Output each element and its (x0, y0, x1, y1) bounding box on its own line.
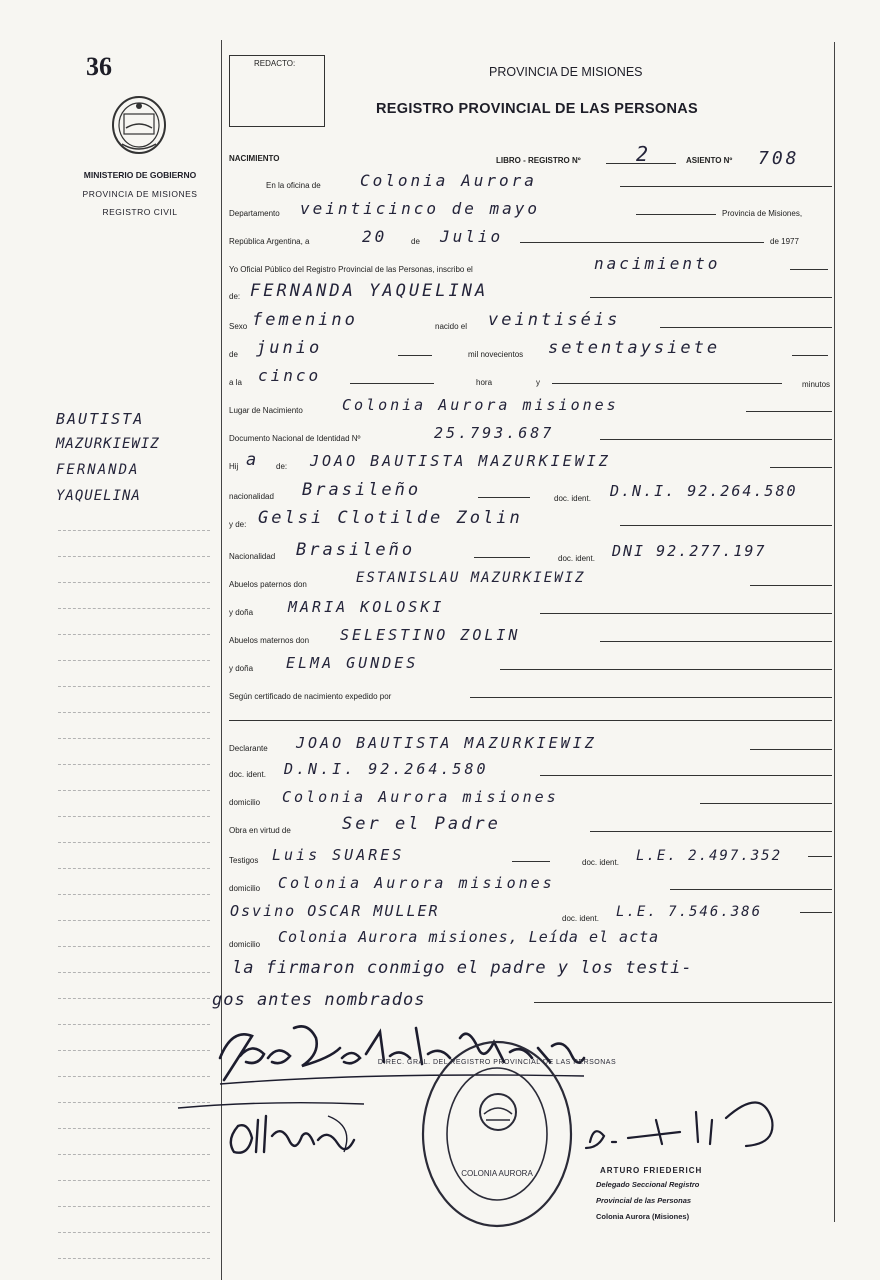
seal-inner-text: COLONIA AURORA (461, 1169, 533, 1178)
cierre-line1: la firmaron conmigo el padre y los testi- (232, 958, 693, 978)
certificado-label: Según certificado de nacimiento expedido por (229, 692, 392, 701)
dni-value: 25.793.687 (434, 424, 555, 442)
lugar-label: Lugar de Nacimiento (229, 406, 303, 415)
padre-value: JOAO BAUTISTA MAZURKIEWIZ (310, 452, 611, 470)
testigo2-doc-label: doc. ident. (562, 914, 599, 923)
testigo1-dom-label: domicilio (229, 884, 261, 893)
provincia-label: Provincia de Misiones, (722, 209, 803, 218)
sexo-value: femenino (252, 310, 358, 330)
y-label: y (536, 378, 540, 387)
madre-value: Gelsi Clotilde Zolin (258, 508, 523, 528)
testigo1-dom-value: Colonia Aurora misiones (278, 874, 555, 892)
header-province: PROVINCIA DE MISIONES (489, 65, 643, 79)
obra-label: Obra en virtud de (229, 826, 291, 835)
declarante-value: JOAO BAUTISTA MAZURKIEWIZ (296, 734, 597, 752)
abuelos-pat-label: Abuelos paternos don (229, 580, 307, 589)
coat-of-arms-icon (108, 92, 170, 158)
seal-outer-text: DIREC. GRAL. DEL REGISTRO PROVINCIAL DE LAS PERSONAS (377, 1059, 617, 1066)
column-divider-right (834, 42, 835, 1222)
nac-madre-value: Brasileño (296, 540, 416, 560)
testigo2-value: Osvino OSCAR MULLER (230, 902, 440, 920)
republica-label: República Argentina, a (229, 237, 310, 246)
page-number: 36 (86, 52, 112, 81)
cierre-line2: gos antes nombrados (212, 990, 426, 1010)
nombre-value: FERNANDA YAQUELINA (250, 281, 489, 301)
domicilio-label: domicilio (229, 798, 261, 807)
nacido-value: veintiséis (488, 310, 621, 330)
mil-label: mil novecientos (468, 350, 524, 359)
nac-padre-value: Brasileño (302, 480, 422, 500)
hijo-de-label: de: (276, 462, 288, 471)
abuelo-pat-value: ESTANISLAU MAZURKIEWIZ (356, 570, 586, 586)
margin-note-line2: MAZURKIEWIZ (56, 436, 160, 452)
ministry-line1: MINISTERIO DE GOBIERNO (83, 170, 197, 180)
ydona-mat-label: y doña (229, 664, 254, 673)
hora-value: cinco (258, 366, 322, 385)
ministry-line3: REGISTRO CIVIL (102, 207, 178, 217)
testigo1-doc-label: doc. ident. (582, 858, 619, 867)
nac-madre-label: Nacionalidad (229, 552, 276, 561)
redacto-box (229, 55, 325, 127)
testigo1-value: Luis SUARES (272, 846, 405, 864)
domicilio-value: Colonia Aurora misiones (282, 788, 559, 806)
departamento-value: veinticinco de mayo (300, 199, 541, 218)
sexo-label: Sexo (229, 322, 248, 331)
doc-declarante-value: D.N.I. 92.264.580 (284, 760, 489, 778)
libro-value: 2 (636, 142, 652, 166)
abuelo-mat-value: SELESTINO ZOLIN (340, 626, 521, 644)
testigo1-doc-value: L.E. 2.497.352 (636, 848, 783, 864)
departamento-label: Departamento (229, 209, 280, 218)
mes-value: Julio (440, 227, 504, 246)
doc-padre-label: doc. ident. (554, 494, 591, 503)
de3-label: de (229, 350, 238, 359)
yde-label: y de: (229, 520, 247, 529)
margin-note-line3: FERNANDA (56, 462, 140, 478)
oficina-label: En la oficina de (266, 181, 321, 190)
testigo-signature (178, 1086, 368, 1166)
nac-padre-label: nacionalidad (229, 492, 274, 501)
declarante-label: Declarante (229, 744, 268, 753)
ala-label: a la (229, 378, 242, 387)
anio-label: de 1977 (770, 237, 799, 246)
registry-seal (377, 1036, 617, 1232)
anio-nac-value: setentaysiete (548, 338, 721, 358)
stamp-line1: ARTURO FRIEDERICH (600, 1166, 703, 1175)
testigo2-dom-value: Colonia Aurora misiones, Leída el acta (278, 928, 660, 946)
mes-nac-value: junio (256, 338, 323, 358)
margin-note-line1: BAUTISTA (56, 410, 145, 428)
hijo-label: Hij (229, 462, 239, 471)
header-registry: REGISTRO PROVINCIAL DE LAS PERSONAS (376, 101, 699, 117)
oficial-label: Yo Oficial Público del Registro Provincial de las Personas, inscribo el (229, 265, 473, 274)
doc-padre-value: D.N.I. 92.264.580 (610, 482, 798, 500)
lugar-value: Colonia Aurora misiones (342, 396, 619, 414)
redacto-label: REDACTO: (254, 59, 296, 68)
testigo2-dom-label: domicilio (229, 940, 261, 949)
dia-value: 20 (362, 227, 388, 246)
ministry-line2: PROVINCIA DE MISIONES (82, 189, 198, 199)
doc-madre-value: DNI 92.277.197 (612, 542, 767, 560)
abuela-mat-value: ELMA GUNDES (286, 654, 419, 672)
stamp-line3: Provincial de las Personas (596, 1196, 692, 1205)
ydona-pat-label: y doña (229, 608, 254, 617)
abuela-pat-value: MARIA KOLOSKI (288, 598, 445, 616)
asiento-label: ASIENTO Nº (686, 156, 733, 165)
margin-note-line4: YAQUELINA (56, 488, 141, 504)
abuelos-mat-label: Abuelos maternos don (229, 636, 310, 645)
obra-value: Ser el Padre (342, 814, 501, 834)
stamp-line2: Delegado Seccional Registro (596, 1180, 700, 1189)
nacimiento-label: NACIMIENTO (229, 154, 280, 163)
nacido-label: nacido el (435, 322, 468, 331)
libro-label: LIBRO - REGISTRO Nº (496, 156, 581, 165)
asiento-value: 708 (758, 148, 800, 169)
stamp-line4: Colonia Aurora (Misiones) (596, 1212, 690, 1221)
de2-label: de: (229, 292, 241, 301)
doc-declarante-label: doc. ident. (229, 770, 266, 779)
testigo2-doc-value: L.E. 7.546.386 (616, 904, 763, 920)
doc-madre-label: doc. ident. (558, 554, 595, 563)
dni-label: Documento Nacional de Identidad Nº (229, 434, 361, 443)
hijo-suffix: a (246, 450, 260, 470)
oficina-value: Colonia Aurora (360, 171, 537, 190)
acto-value: nacimiento (594, 254, 721, 273)
hora-label: hora (476, 378, 493, 387)
oficial-signature (576, 1090, 796, 1160)
testigos-label: Testigos (229, 856, 259, 865)
minutos-label: minutos (802, 380, 831, 389)
de-label: de (411, 237, 420, 246)
